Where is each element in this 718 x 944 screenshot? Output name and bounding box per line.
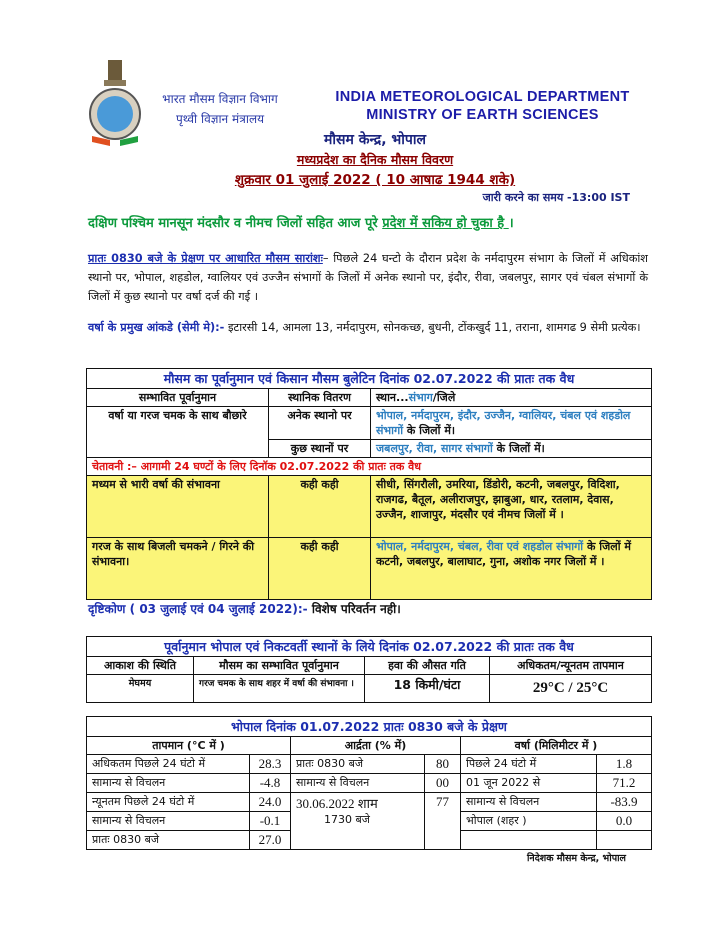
obs-cell: 01 जून 2022 से	[461, 774, 597, 793]
h-place: स्थान...	[376, 391, 409, 404]
w1-dist: कही कही	[269, 476, 371, 538]
doc-date: शुक्रवार 01 जुलाई 2022 ( 10 आषाढ 1944 शके)	[234, 172, 516, 188]
header-forecast: सम्भावित पूर्वानुमान	[87, 389, 269, 407]
obs-cell-empty	[461, 831, 597, 850]
monsoon-part1: दक्षिण पश्चिम मानसून मंदसौर व नीमच जिलों सहित आज पूरे	[88, 216, 383, 231]
dept-hi-1: भारत मौसम विज्ञान विभाग	[162, 92, 278, 106]
obs-cell: प्रातः 0830 बजे	[87, 831, 250, 850]
obs-cell: सामान्य से विचलन	[291, 774, 425, 793]
obs-cell: 30.06.2022 शाम	[296, 796, 378, 811]
w1-label: मध्यम से भारी वर्षा की संभावना	[87, 476, 269, 538]
obs-cell: 28.3	[250, 755, 291, 774]
few-places	[371, 440, 652, 458]
observation-table	[86, 716, 652, 850]
h-district: /जिले	[432, 391, 456, 404]
w2-list: भोपाल, नर्मदापुरम, चंबल, रीवा एवं शहडोल संभागों	[376, 540, 584, 553]
few-suffix: के जिलों में।	[492, 442, 545, 455]
many-list: भोपाल, नर्मदापुरम, इंदौर, उज्जैन, ग्वालियर, चंबल एवं शहडोल संभागों	[376, 409, 631, 437]
obs-cell: अधिकतम पिछले 24 घंटो में	[87, 755, 250, 774]
obs-cell: सामान्य से विचलन	[87, 774, 250, 793]
bf-h-temp: अधिकतम/न्यूनतम तापमान	[490, 657, 652, 675]
obs-cell: न्यूनतम पिछले 24 घंटो में	[87, 793, 250, 812]
obs-cell: 77	[425, 793, 461, 850]
header-places	[371, 389, 652, 407]
forecast-title: मौसम का पूर्वानुमान एवं किसान मौसम बुलेटिन दिनांक 02.07.2022 की प्रातः तक वैध	[87, 369, 652, 389]
few-list: जबलपुर, रीवा, सागर संभागों	[376, 442, 493, 455]
obs-cell: 1730 बजे	[324, 813, 370, 826]
many-suffix: के जिलों में।	[403, 424, 456, 437]
w2-places	[371, 538, 652, 600]
monsoon-note	[88, 213, 514, 231]
obs-title: भोपाल दिनांक 01.07.2022 प्रातः 0830 बजे के प्रेक्षण	[87, 717, 652, 737]
dept-hi-2: पृथ्वी विज्ञान मंत्रालय	[175, 112, 265, 126]
weather-summary	[88, 249, 648, 306]
obs-cell: 0.0	[597, 812, 652, 831]
many-places	[371, 407, 652, 440]
rainfall-text: इटारसी 14, आमला 13, नर्मदापुरम, सोनकच्छ, बुधनी, टोंकखुर्द 11, तराना, शामगढ 9 सेमी प्रत्येक।	[224, 321, 641, 334]
bf-weather: गरज चमक के साथ शहर में वर्षा की संभावना ।	[194, 675, 365, 703]
outlook	[88, 600, 401, 617]
w2-dist: कही कही	[269, 538, 371, 600]
monsoon-part2: प्रदेश में सकिय हो चुका है	[382, 216, 509, 231]
obs-cell: सामान्य से विचलन	[87, 812, 250, 831]
rainfall-label: वर्षा के प्रमुख आंकडे (सेमी मे):-	[88, 321, 225, 334]
outlook-text: विशेष परिवर्तन नही।	[307, 602, 401, 616]
signature: निदेशक मौसम केन्द्र, भोपाल	[526, 853, 626, 864]
obs-cell: भोपाल (शहर )	[461, 812, 597, 831]
bf-h-weather: मौसम का सम्भावित पूर्वानुमान	[194, 657, 365, 675]
rainfall-figures	[88, 318, 648, 337]
w2-suffix: के जिलों में कटनी, जबलपुर, बालाघाट, गुना, अशोक नगर जिलों में ।	[376, 540, 632, 568]
obs-h-temp: तापमान (°C में )	[87, 737, 291, 755]
obs-h-rain: वर्षा (मिलिमीटर में )	[461, 737, 652, 755]
monsoon-end: ।	[508, 216, 514, 231]
obs-cell: सामान्य से विचलन	[461, 793, 597, 812]
summary-label: प्रातः 0830 बजे के प्रेक्षण पर आधारित मौसम सारांशः	[88, 252, 323, 265]
bf-h-wind: हवा की औसत गति	[365, 657, 490, 675]
outlook-label: दृष्टिकोण ( 03 जुलाई एवं 04 जुलाई 2022):-	[88, 602, 308, 616]
w2-label: गरज के साथ बिजली चमकने / गिरने की संभावना।	[87, 538, 269, 600]
centre-name: मौसम केन्द्र, भोपाल	[324, 132, 426, 148]
obs-cell: -4.8	[250, 774, 291, 793]
bf-wind: 18 किमी/घंटा	[365, 675, 490, 703]
obs-cell: पिछले 24 घंटो में	[461, 755, 597, 774]
bf-h-sky: आकाश की स्थिति	[87, 657, 194, 675]
obs-cell: 71.2	[597, 774, 652, 793]
obs-cell: 24.0	[250, 793, 291, 812]
forecast-table	[86, 368, 652, 600]
dept-en-1: INDIA METEOROLOGICAL DEPARTMENT	[335, 89, 630, 105]
rain-label: वर्षा या गरज चमक के साथ बौछारे	[87, 407, 269, 458]
many-places-label: अनेक स्थानो पर	[269, 407, 371, 440]
obs-cell: -83.9	[597, 793, 652, 812]
few-places-label: कुछ स्थानों पर	[269, 440, 371, 458]
obs-cell: -0.1	[250, 812, 291, 831]
bf-sky: मेघमय	[87, 675, 194, 703]
obs-h-humidity: आर्द्रता (% में)	[291, 737, 461, 755]
w1-places: सीधी, सिंगरौली, उमरिया, डिंडोरी, कटनी, जबलपुर, विदिशा, राजगढ, बैतूल, अलीराजपुर, झाबुआ, धार, रतलाम, देवास, उज्जैन, शाजापुर, मंदसौर एवं नीमच जिलों में ।	[371, 476, 652, 538]
dept-name-english	[310, 88, 655, 124]
bf-temp: 29°C / 25°C	[490, 675, 652, 703]
issue-time: जारी करने का समय -13:00 IST	[482, 191, 630, 204]
warning-title: चेतावनी :– आगामी 24 घण्टों के लिए दिनॉक 02.07.2022 की प्रातः तक वैध	[87, 458, 652, 476]
obs-cell: 27.0	[250, 831, 291, 850]
bf-title: पूर्वानुमान भोपाल एवं निकटवर्ती स्थानों के लिये दिनांक 02.07.2022 की प्रातः तक वैध	[87, 637, 652, 657]
dept-name-hindi	[150, 89, 290, 129]
bhopal-forecast-table	[86, 636, 652, 703]
obs-cell: प्रातः 0830 बजे	[291, 755, 425, 774]
obs-humidity-evening	[291, 793, 425, 850]
header-distribution: स्थानिक वितरण	[269, 389, 371, 407]
obs-cell: 80	[425, 755, 461, 774]
doc-title: मध्यप्रदेश का दैनिक मौसम विवरण	[296, 152, 454, 167]
dept-en-2: MINISTRY OF EARTH SCIENCES	[366, 107, 599, 123]
obs-cell-empty	[597, 831, 652, 850]
obs-cell: 1.8	[597, 755, 652, 774]
obs-cell: 00	[425, 774, 461, 793]
summary-text: – पिछले 24 घन्टो के दौरान प्रदेश के नर्मदापुरम संभाग के जिलों में अधिकांश स्थानो पर, भोपाल, शहडोल, ग्वालियर एवं उज्जैन संभागों के जिलों में अनेक स्थानो पर, इंदौर, रीवा, जबलपुर, सागर एवं चंबल संभागों के जिलों में कुछ स्थानो पर वर्षा दर्ज की गई ।	[88, 252, 648, 303]
h-division: संभाग	[408, 391, 433, 404]
